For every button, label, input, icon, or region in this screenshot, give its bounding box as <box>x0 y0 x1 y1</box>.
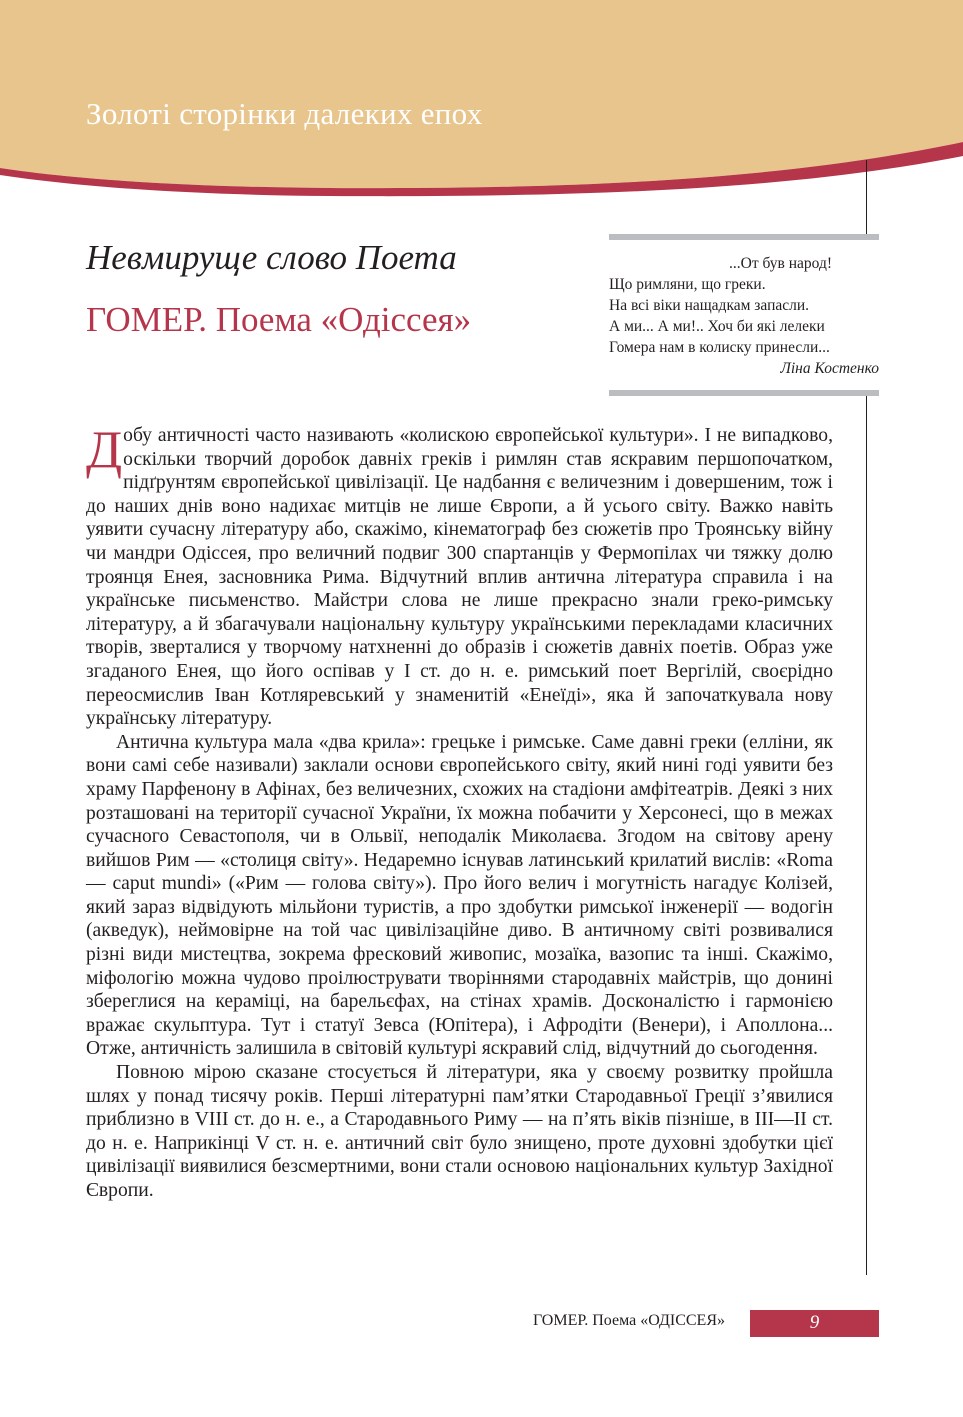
epigraph-line: А ми... А ми!.. Хоч би які лелеки <box>609 318 825 335</box>
epigraph-line: ...От був народ! <box>729 255 832 272</box>
epigraph-line: На всі віки нащадкам запасли. <box>609 297 810 314</box>
epigraph-text <box>609 253 879 379</box>
vertical-rule-top <box>866 160 867 235</box>
paragraph: Антична культура мала «два крила»: грецьке і римське. Саме давні греки (елліни, як вони самі себе називали) заклали основи європейського світу, який нині годі уявити без храму Парфенону в Афінах, без величезних, схожих на стадіони амфітеатрів. Деякі з них розташовані на території сучасної України, їх можна побачити у Херсонесі, що в межах сучасного Севастополя, чи в Ольвії, неподалік Миколаєва. Згодом на світову арену вийшов Рим — «столиця світу». Недаремно існував латинський крилатий вислів: «Roma — caput mundi» («Рим — голова світу»). Про його велич і могутність нагадує Колізей, який зараз відвідують мільйони туристів, а про здобутки римської інженерії — водогін (акведук), неймовірне на той час цивілізаційне диво. В античному світі розвивалися різні види мистецтва, зокрема фресковий живопис, мозаїка, вазопис та інші. Скажімо, міфологію можна чудово проілюструвати творіннями стародавніх майстрів, що донині збереглися на кераміці, на барельєфах, на стінах храмів. Досконалістю і гармонією вражає скульптура. Тут і статуї Зевса (Юпітера), і Афродіти (Венери), і Аполлона... Отже, античність залишила в світовій культурі яскравий слід, відчутний до сьогодення. <box>86 731 833 1060</box>
epigraph-line: Гомера нам в колиску принесли... <box>609 339 830 356</box>
page-number: 9 <box>809 1312 820 1333</box>
work-title: ГОМЕР. Поема «Одіссея» <box>86 300 472 339</box>
epigraph-top-bar <box>609 234 879 240</box>
epigraph-line: Що римляни, що греки. <box>609 276 766 293</box>
section-title: Невмируще слово Поета <box>86 238 457 277</box>
running-title: ГОМЕР. Поема «ОДІССЕЯ» <box>532 1312 725 1329</box>
header-band-fill <box>0 0 963 188</box>
vertical-rule-main <box>866 395 867 1275</box>
page-number-box <box>750 1310 879 1337</box>
epigraph-bottom-bar <box>609 390 879 396</box>
paragraph: Повною мірою сказане стосується й літератури, яка у своєму розвитку пройшла шлях у понад тисячу років. Перші літературні пам’ятки Стародавньої Греції з’явилися приблизно в VIII ст. до н. е., а Стародавнього Риму — на п’ять віків пізніше, в III—II ст. до н. е. Наприкінці V ст. н. е. античний світ було знищено, проте духовні здобутки цієї цивілізації виявилися безсмертними, вони стали основою національних культур Західної Європи. <box>86 1062 833 1201</box>
paragraph <box>86 421 833 731</box>
drop-cap: Д <box>86 421 123 479</box>
paragraph-text: обу античності часто називають «колискою європейської культури». І не випадково, оскільки творчий доробок давніх греків і римлян став яскравим першопочатком, підґрунтям європейської цивілізації. Це надбання є величезним і довершеним, тож і до наших днів воно надихає митців не лише Європи, а й усього світу. Важко навіть уявити сучасну літературу або, скажімо, кінематограф без сюжетів про Троянську війну чи мандри Одіссея, про величний подвиг 300 спартанців у Фермопілах чи тяжку долю троянця Енея, засновника Рима. Відчутний вплив антична література справила і на українське письменство. Майстри слова не лише прекрасно знали греко-римську літературу, а й збагачували національну культуру українськими перекладами класичних творів, зверталися у творчому натхненні до образів і сюжетів давніх поетів. Образ уже згаданого Енея, що його оспівав у І ст. до н. е. римський поет Вергілій, своєрідно переосмислив Іван Котляревський у знаменитій «Енеїді», яка й започаткувала нову українську літературу. <box>86 425 833 730</box>
body-text <box>86 421 833 1203</box>
epigraph <box>609 234 879 398</box>
chapter-title: Золоті сторінки далеких епох <box>86 96 483 131</box>
epigraph-author: Ліна Костенко <box>780 360 879 377</box>
